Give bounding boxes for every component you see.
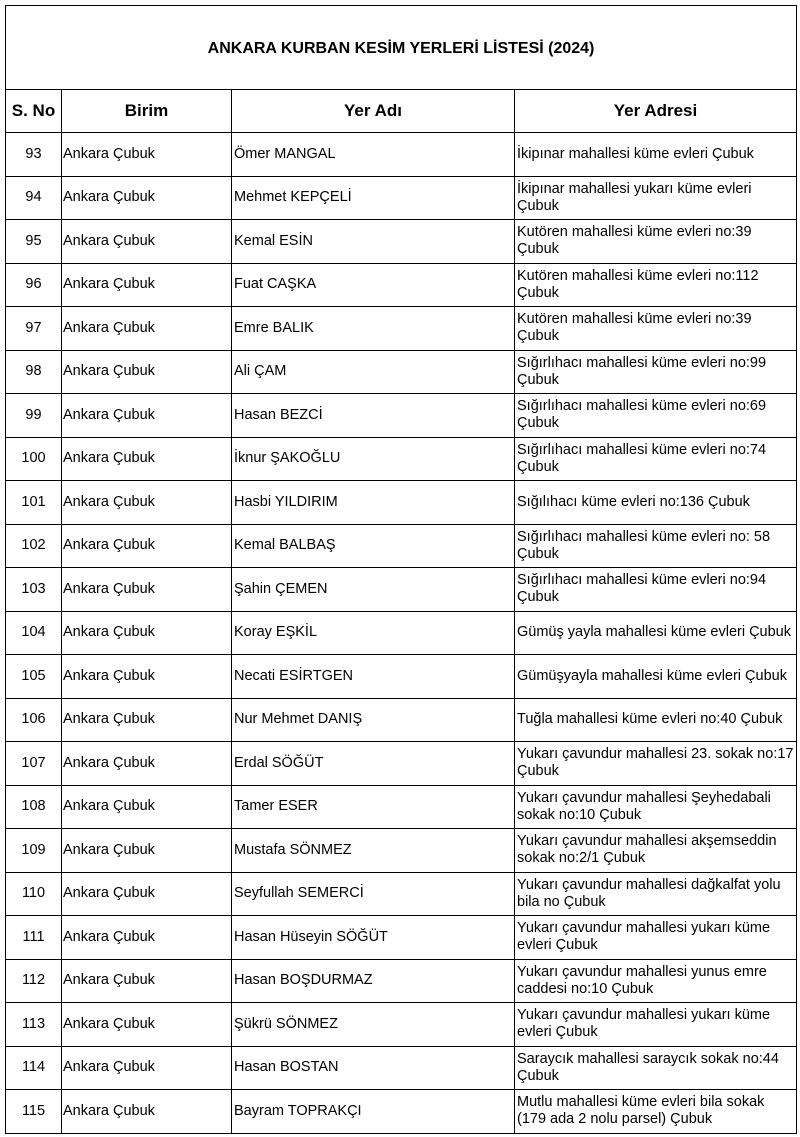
table-row (6, 829, 797, 873)
cell-yer-adresi: İkipınar mahallesi küme evleri Çubuk (515, 133, 797, 177)
cell-yer-adresi: Sığırlıhacı mahallesi küme evleri no: 58 Çubuk (515, 524, 797, 568)
cell-birim: Ankara Çubuk (62, 916, 232, 960)
table-row (6, 176, 797, 220)
table-row (6, 437, 797, 481)
table-row (6, 568, 797, 612)
cell-birim: Ankara Çubuk (62, 176, 232, 220)
table-row (6, 611, 797, 655)
cell-yer-adi: Seyfullah SEMERCİ (232, 872, 515, 916)
cell-yer-adresi: Yukarı çavundur mahallesi Şeyhedabali sokak no:10 Çubuk (515, 785, 797, 829)
cell-yer-adresi: Yukarı çavundur mahallesi 23. sokak no:17 Çubuk (515, 742, 797, 786)
table-row (6, 350, 797, 394)
cell-sno: 102 (6, 524, 62, 568)
cell-yer-adi: Bayram TOPRAKÇI (232, 1090, 515, 1134)
cell-yer-adresi: Sığırlıhacı mahallesi küme evleri no:99 Çubuk (515, 350, 797, 394)
cell-yer-adi: Ali ÇAM (232, 350, 515, 394)
cell-birim: Ankara Çubuk (62, 959, 232, 1003)
table-row (6, 742, 797, 786)
cell-sno: 112 (6, 959, 62, 1003)
cell-yer-adi: Nur Mehmet DANIŞ (232, 698, 515, 742)
cell-sno: 93 (6, 133, 62, 177)
table-row (6, 394, 797, 438)
cell-sno: 109 (6, 829, 62, 873)
cell-birim: Ankara Çubuk (62, 394, 232, 438)
cell-yer-adi: Şükrü SÖNMEZ (232, 1003, 515, 1047)
cell-yer-adresi: Gümüş yayla mahallesi küme evleri Çubuk (515, 611, 797, 655)
table-row (6, 307, 797, 351)
cell-yer-adresi: Sığırlıhacı mahallesi küme evleri no:94 Çubuk (515, 568, 797, 612)
table-row (6, 481, 797, 525)
cell-yer-adresi: Kutören mahallesi küme evleri no:39 Çubuk (515, 220, 797, 264)
cell-birim: Ankara Çubuk (62, 785, 232, 829)
cell-sno: 95 (6, 220, 62, 264)
cell-sno: 110 (6, 872, 62, 916)
cell-birim: Ankara Çubuk (62, 437, 232, 481)
cell-sno: 115 (6, 1090, 62, 1134)
cell-yer-adi: Tamer ESER (232, 785, 515, 829)
cell-yer-adresi: Saraycık mahallesi saraycık sokak no:44 Çubuk (515, 1046, 797, 1090)
cell-birim: Ankara Çubuk (62, 829, 232, 873)
table-row (6, 872, 797, 916)
cell-birim: Ankara Çubuk (62, 263, 232, 307)
table-row (6, 133, 797, 177)
table-row (6, 1003, 797, 1047)
cell-birim: Ankara Çubuk (62, 1046, 232, 1090)
cell-yer-adresi: Yukarı çavundur mahallesi akşemseddin sokak no:2/1 Çubuk (515, 829, 797, 873)
cell-yer-adresi: İkipınar mahallesi yukarı küme evleri Çubuk (515, 176, 797, 220)
cell-sno: 98 (6, 350, 62, 394)
cell-sno: 111 (6, 916, 62, 960)
cell-birim: Ankara Çubuk (62, 611, 232, 655)
cell-sno: 100 (6, 437, 62, 481)
cell-yer-adi: Mustafa SÖNMEZ (232, 829, 515, 873)
table-row (6, 916, 797, 960)
cell-yer-adi: Kemal ESİN (232, 220, 515, 264)
cell-sno: 107 (6, 742, 62, 786)
column-header-birim: Birim (62, 90, 232, 133)
cell-yer-adresi: Yukarı çavundur mahallesi yunus emre caddesi no:10 Çubuk (515, 959, 797, 1003)
cell-yer-adi: Şahin ÇEMEN (232, 568, 515, 612)
table-row (6, 1046, 797, 1090)
cell-yer-adi: Necati ESİRTGEN (232, 655, 515, 699)
cell-birim: Ankara Çubuk (62, 481, 232, 525)
table-row (6, 1090, 797, 1134)
cell-yer-adresi: Mutlu mahallesi küme evleri bila sokak (179 ada 2 nolu parsel) Çubuk (515, 1090, 797, 1134)
cell-birim: Ankara Çubuk (62, 220, 232, 264)
cell-yer-adresi: Kutören mahallesi küme evleri no:112 Çubuk (515, 263, 797, 307)
cell-yer-adi: Erdal SÖĞÜT (232, 742, 515, 786)
cell-birim: Ankara Çubuk (62, 1090, 232, 1134)
table-row (6, 263, 797, 307)
cell-birim: Ankara Çubuk (62, 742, 232, 786)
cell-birim: Ankara Çubuk (62, 307, 232, 351)
cell-sno: 114 (6, 1046, 62, 1090)
cell-yer-adi: Ömer MANGAL (232, 133, 515, 177)
cell-sno: 105 (6, 655, 62, 699)
document-sheet (5, 5, 796, 1134)
cell-sno: 94 (6, 176, 62, 220)
cell-sno: 103 (6, 568, 62, 612)
document-title: ANKARA KURBAN KESİM YERLERİ LİSTESİ (2024) (6, 6, 797, 90)
table-row (6, 220, 797, 264)
table-row (6, 698, 797, 742)
cell-yer-adi: Kemal BALBAŞ (232, 524, 515, 568)
cell-yer-adresi: Yukarı çavundur mahallesi yukarı küme evleri Çubuk (515, 916, 797, 960)
cell-birim: Ankara Çubuk (62, 568, 232, 612)
cell-yer-adi: İknur ŞAKOĞLU (232, 437, 515, 481)
table-body (6, 133, 797, 1134)
cell-yer-adresi: Kutören mahallesi küme evleri no:39 Çubuk (515, 307, 797, 351)
cell-yer-adi: Mehmet KEPÇELİ (232, 176, 515, 220)
cell-sno: 104 (6, 611, 62, 655)
cell-yer-adresi: Tuğla mahallesi küme evleri no:40 Çubuk (515, 698, 797, 742)
table-row (6, 524, 797, 568)
cell-sno: 99 (6, 394, 62, 438)
cell-yer-adi: Hasan Hüseyin SÖĞÜT (232, 916, 515, 960)
cell-birim: Ankara Çubuk (62, 524, 232, 568)
cell-yer-adresi: Sığılıhacı küme evleri no:136 Çubuk (515, 481, 797, 525)
cell-sno: 96 (6, 263, 62, 307)
cell-birim: Ankara Çubuk (62, 698, 232, 742)
cell-yer-adresi: Yukarı çavundur mahallesi dağkalfat yolu bila no Çubuk (515, 872, 797, 916)
cell-yer-adresi: Gümüşyayla mahallesi küme evleri Çubuk (515, 655, 797, 699)
cell-birim: Ankara Çubuk (62, 655, 232, 699)
cell-yer-adi: Hasan BEZCİ (232, 394, 515, 438)
cell-yer-adi: Hasan BOŞDURMAZ (232, 959, 515, 1003)
cell-yer-adi: Fuat CAŞKA (232, 263, 515, 307)
cell-birim: Ankara Çubuk (62, 1003, 232, 1047)
cell-sno: 97 (6, 307, 62, 351)
cell-sno: 108 (6, 785, 62, 829)
table-header-row (6, 90, 797, 133)
cell-sno: 106 (6, 698, 62, 742)
table-row (6, 785, 797, 829)
table-row (6, 959, 797, 1003)
cell-yer-adresi: Sığırlıhacı mahallesi küme evleri no:69 Çubuk (515, 394, 797, 438)
cell-sno: 101 (6, 481, 62, 525)
cell-sno: 113 (6, 1003, 62, 1047)
cell-birim: Ankara Çubuk (62, 350, 232, 394)
cell-yer-adi: Koray EŞKİL (232, 611, 515, 655)
column-header-yer-adresi: Yer Adresi (515, 90, 797, 133)
column-header-yer-adi: Yer Adı (232, 90, 515, 133)
cell-yer-adi: Emre BALIK (232, 307, 515, 351)
cell-yer-adi: Hasbi YILDIRIM (232, 481, 515, 525)
cell-yer-adresi: Yukarı çavundur mahallesi yukarı küme evleri Çubuk (515, 1003, 797, 1047)
cell-birim: Ankara Çubuk (62, 133, 232, 177)
cell-yer-adi: Hasan BOSTAN (232, 1046, 515, 1090)
cell-yer-adresi: Sığırlıhacı mahallesi küme evleri no:74 Çubuk (515, 437, 797, 481)
column-header-sno: S. No (6, 90, 62, 133)
table-row (6, 655, 797, 699)
slaughter-locations-table (5, 5, 797, 1134)
cell-birim: Ankara Çubuk (62, 872, 232, 916)
